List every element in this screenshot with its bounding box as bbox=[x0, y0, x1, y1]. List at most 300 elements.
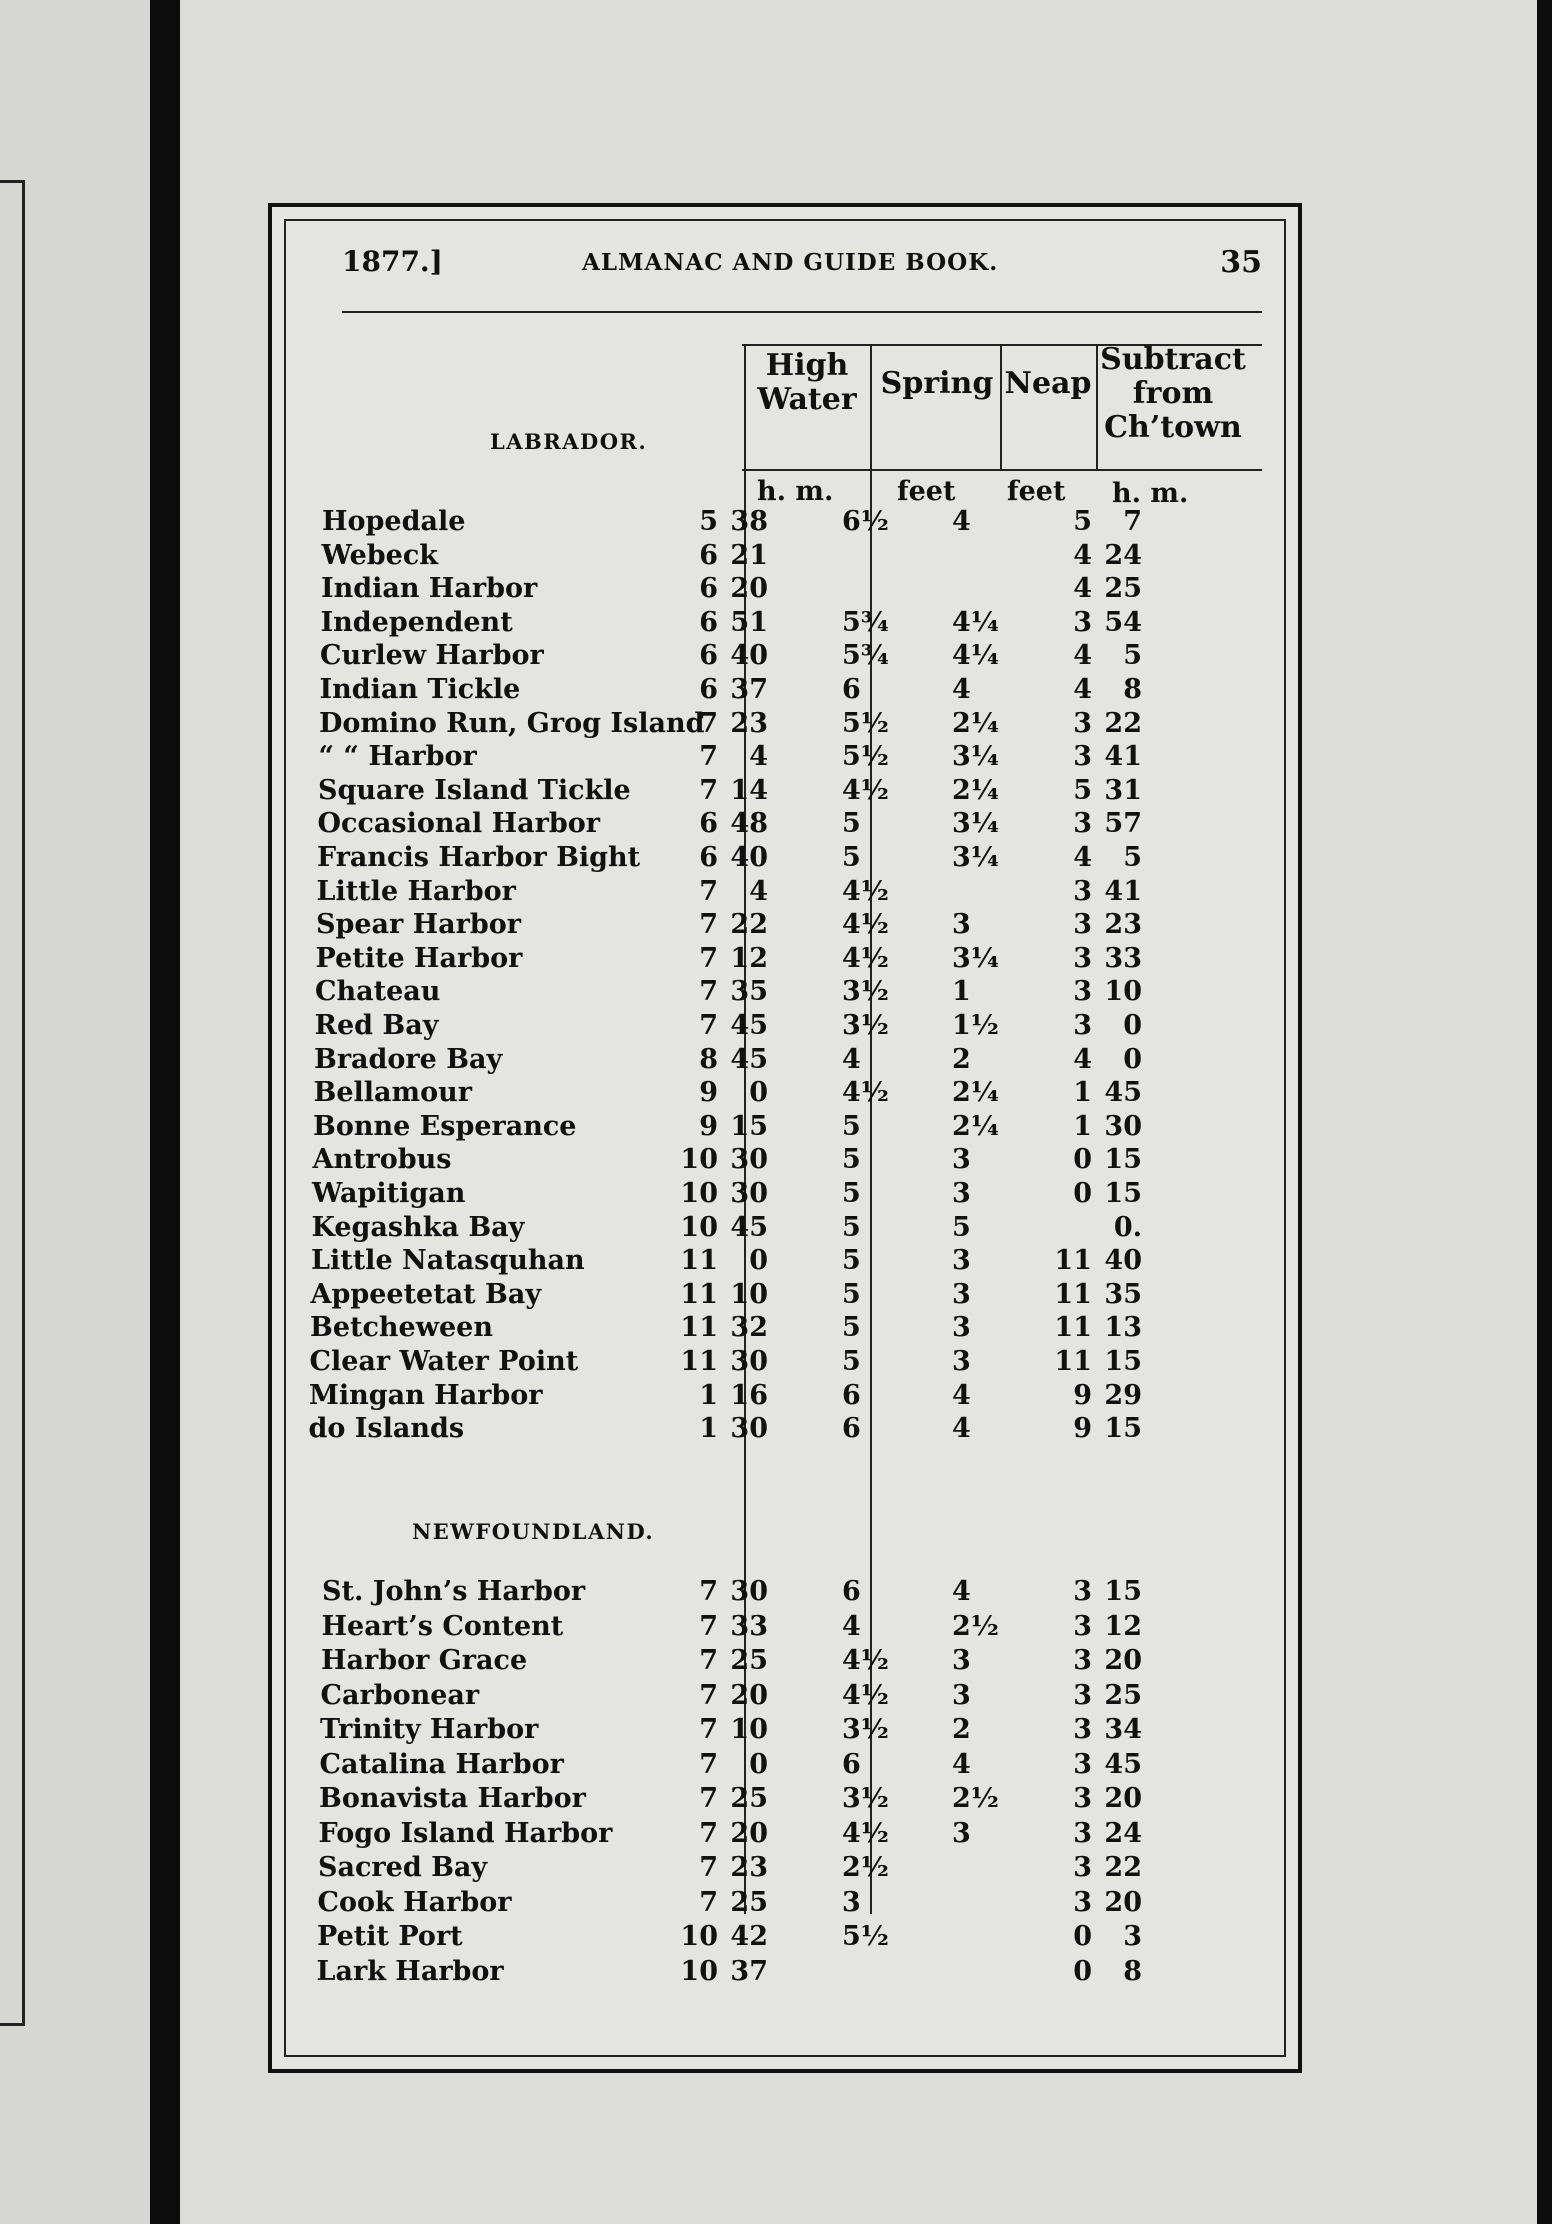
subtract-header bbox=[1098, 343, 1248, 445]
spring-height: 5 bbox=[842, 1245, 861, 1277]
high-water-time bbox=[672, 1076, 787, 1110]
subtract-time bbox=[1032, 807, 1172, 841]
high-water-minutes: 38 bbox=[730, 506, 768, 537]
high-water-time bbox=[672, 1679, 787, 1713]
high-water-hours: 10 bbox=[680, 1921, 718, 1952]
table-row bbox=[272, 875, 1272, 909]
subtract-hours: 3 bbox=[1073, 1852, 1092, 1883]
neap-header: Neap bbox=[1004, 366, 1092, 401]
subtract-hours: 4 bbox=[1073, 842, 1092, 873]
subtract-hours: 1 bbox=[1073, 1077, 1092, 1109]
neap-height: 2¼ bbox=[952, 1077, 999, 1109]
subtract-time bbox=[1032, 572, 1172, 606]
neap-height: 3¼ bbox=[952, 842, 999, 873]
high-water-minutes: 25 bbox=[730, 1645, 768, 1676]
book-gutter bbox=[150, 0, 180, 2224]
subtract-minutes: 25 bbox=[1104, 573, 1142, 605]
port-name: Webeck bbox=[321, 539, 439, 571]
table-row bbox=[272, 639, 1272, 673]
high-water-hours: 7 bbox=[699, 1886, 718, 1918]
high-water-minutes: 48 bbox=[730, 808, 768, 840]
subtract-minutes: 30 bbox=[1104, 1110, 1142, 1142]
subtract-minutes: 31 bbox=[1104, 774, 1142, 806]
high-water-time bbox=[672, 1177, 787, 1211]
neap-height: 1½ bbox=[952, 1010, 999, 1041]
neap-height: 4¼ bbox=[952, 606, 999, 638]
neap-height: 3 bbox=[952, 1178, 971, 1209]
spring-height: 4½ bbox=[842, 1679, 889, 1711]
spring-height: 4½ bbox=[842, 875, 889, 907]
header-rule bbox=[342, 311, 1262, 313]
table-row bbox=[272, 673, 1272, 707]
subtract-minutes: 22 bbox=[1104, 707, 1142, 739]
neap-height: 4 bbox=[952, 674, 971, 705]
table-row bbox=[272, 1782, 1272, 1816]
subtract-hours: 3 bbox=[1073, 909, 1092, 941]
high-water-time bbox=[672, 841, 787, 875]
spring-height: 5 bbox=[842, 1278, 861, 1310]
subtract-hours: 4 bbox=[1073, 539, 1092, 571]
subtract-time bbox=[1032, 1679, 1172, 1713]
subtract-hours: 3 bbox=[1073, 1748, 1092, 1780]
high-water-minutes: 35 bbox=[730, 976, 768, 1008]
high-water-header bbox=[747, 349, 867, 417]
subtract-time bbox=[1032, 908, 1172, 942]
table-row bbox=[272, 774, 1272, 808]
high-water-hours: 7 bbox=[699, 1852, 718, 1883]
high-water-hours: 6 bbox=[699, 640, 718, 672]
subtract-time bbox=[1032, 1412, 1172, 1446]
port-name: Petit Port bbox=[317, 1921, 463, 1952]
subtract-time bbox=[1032, 1644, 1172, 1678]
subtract-hours: 3 bbox=[1073, 942, 1092, 974]
high-water-hours: 10 bbox=[680, 1178, 718, 1209]
spring-height: 4½ bbox=[842, 942, 889, 974]
port-name: Trinity Harbor bbox=[320, 1714, 539, 1745]
high-water-time bbox=[672, 1748, 787, 1782]
port-name: Antrobus bbox=[312, 1144, 452, 1176]
high-water-time bbox=[672, 1412, 787, 1446]
spring-height: 6 bbox=[842, 1379, 861, 1411]
high-water-time bbox=[672, 875, 787, 909]
neap-height: 4¼ bbox=[952, 640, 999, 672]
high-water-hours: 10 bbox=[680, 1211, 718, 1243]
page-number: 35 bbox=[1220, 245, 1262, 280]
table-row bbox=[272, 1575, 1272, 1609]
high-water-minutes: 4 bbox=[749, 741, 768, 773]
subtract-time bbox=[1032, 841, 1172, 875]
port-name: Kegashka Bay bbox=[311, 1211, 525, 1243]
high-water-time bbox=[672, 1610, 787, 1644]
high-water-time bbox=[672, 1244, 787, 1278]
facing-page-border bbox=[0, 180, 25, 2026]
spring-height: 5¾ bbox=[842, 606, 889, 638]
high-water-minutes: 22 bbox=[730, 909, 768, 941]
subtract-minutes: 15 bbox=[1104, 1178, 1142, 1209]
high-water-minutes: 45 bbox=[730, 1043, 768, 1075]
subtract-minutes: 45 bbox=[1104, 1748, 1142, 1780]
table-row bbox=[272, 707, 1272, 741]
port-name: Red Bay bbox=[314, 1010, 439, 1041]
spring-height: 5 bbox=[842, 1211, 861, 1243]
high-water-hours: 7 bbox=[699, 1645, 718, 1676]
table-row bbox=[272, 1644, 1272, 1678]
port-name: Clear Water Point bbox=[309, 1346, 579, 1377]
high-water-hours: 7 bbox=[699, 976, 718, 1008]
high-water-time bbox=[672, 539, 787, 573]
subtract-time bbox=[1032, 1610, 1172, 1644]
neap-height: 5 bbox=[952, 1211, 971, 1243]
subtract-minutes: 20 bbox=[1104, 1886, 1142, 1918]
spring-height: 4½ bbox=[842, 909, 889, 941]
subtract-time bbox=[1032, 1076, 1172, 1110]
subtract-time bbox=[1032, 1713, 1172, 1747]
high-water-minutes: 14 bbox=[730, 774, 768, 806]
high-water-time bbox=[672, 673, 787, 707]
port-name: Bellamour bbox=[313, 1077, 472, 1109]
page-frame bbox=[268, 203, 1302, 2073]
subtract-time bbox=[1032, 942, 1172, 976]
subtract-hours: 0 bbox=[1073, 1921, 1092, 1952]
high-water-minutes: 30 bbox=[730, 1576, 768, 1607]
subtract-hours: 3 bbox=[1073, 1576, 1092, 1607]
high-water-hours: 7 bbox=[699, 1679, 718, 1711]
high-water-minutes: 30 bbox=[730, 1144, 768, 1176]
subtract-time bbox=[1032, 1920, 1172, 1954]
subtract-minutes: 24 bbox=[1104, 539, 1142, 571]
subtract-hours: 3 bbox=[1073, 875, 1092, 907]
subtract-time bbox=[1032, 1955, 1172, 1989]
subtract-minutes: 22 bbox=[1104, 1852, 1142, 1883]
high-water-minutes: 12 bbox=[730, 942, 768, 974]
spring-height: 4 bbox=[842, 1610, 861, 1642]
subtract-time bbox=[1032, 1748, 1172, 1782]
high-water-time bbox=[672, 1575, 787, 1609]
running-header bbox=[342, 245, 1262, 285]
high-water-minutes: 45 bbox=[730, 1211, 768, 1243]
high-water-minutes: 33 bbox=[730, 1610, 768, 1642]
units-neap: feet bbox=[1007, 476, 1066, 507]
high-water-time bbox=[672, 572, 787, 606]
subtract-minutes: 15 bbox=[1104, 1576, 1142, 1607]
subtract-minutes: 3 bbox=[1123, 1921, 1142, 1952]
high-water-minutes: 23 bbox=[730, 1852, 768, 1883]
port-name: Bonne Esperance bbox=[313, 1110, 577, 1142]
high-water-time bbox=[672, 1211, 787, 1245]
table-row bbox=[272, 1817, 1272, 1851]
subtract-time bbox=[1032, 1043, 1172, 1077]
port-name: Fogo Island Harbor bbox=[318, 1817, 613, 1849]
spring-height: 5 bbox=[842, 1144, 861, 1176]
table-row bbox=[272, 539, 1272, 573]
subtract-minutes: 40 bbox=[1104, 1245, 1142, 1277]
spring-height: 6 bbox=[842, 1576, 861, 1607]
subtract-hours: 3 bbox=[1073, 1010, 1092, 1041]
high-water-hours: 6 bbox=[699, 842, 718, 873]
section-title-labrador: LABRADOR. bbox=[490, 429, 648, 454]
port-name: St. John’s Harbor bbox=[322, 1576, 586, 1607]
port-name: do Islands bbox=[308, 1413, 465, 1445]
subtract-minutes: 0. bbox=[1113, 1211, 1142, 1243]
high-water-hours: 9 bbox=[699, 1110, 718, 1142]
table-row bbox=[272, 1412, 1272, 1446]
port-name: Little Harbor bbox=[316, 875, 516, 907]
spring-height: 2½ bbox=[842, 1852, 889, 1883]
high-water-hours: 6 bbox=[699, 606, 718, 638]
high-water-minutes: 16 bbox=[730, 1379, 768, 1411]
spring-height: 3½ bbox=[842, 1010, 889, 1041]
port-name: Curlew Harbor bbox=[320, 640, 544, 672]
high-water-time bbox=[672, 1851, 787, 1885]
high-water-hours: 7 bbox=[699, 1576, 718, 1607]
table-row bbox=[272, 1278, 1272, 1312]
high-water-minutes: 30 bbox=[730, 1346, 768, 1377]
high-water-minutes: 45 bbox=[730, 1010, 768, 1041]
subtract-time bbox=[1032, 673, 1172, 707]
neap-height: 2½ bbox=[952, 1783, 999, 1814]
subtract-header-line1: Subtract bbox=[1100, 342, 1246, 377]
high-water-hours: 11 bbox=[680, 1312, 718, 1344]
high-water-minutes: 32 bbox=[730, 1312, 768, 1344]
table-row bbox=[272, 1143, 1272, 1177]
neap-height: 2 bbox=[952, 1043, 971, 1075]
subtract-minutes: 8 bbox=[1123, 1955, 1142, 1987]
neap-height: 4 bbox=[952, 1576, 971, 1607]
port-name: Heart’s Content bbox=[321, 1610, 564, 1642]
neap-height: 3 bbox=[952, 1245, 971, 1277]
table-row bbox=[272, 807, 1272, 841]
high-water-time bbox=[672, 1143, 787, 1177]
table-row bbox=[272, 1009, 1272, 1043]
subtract-hours: 3 bbox=[1073, 1610, 1092, 1642]
subtract-time bbox=[1032, 1379, 1172, 1413]
high-water-minutes: 15 bbox=[730, 1110, 768, 1142]
high-water-hours: 7 bbox=[699, 875, 718, 907]
table-row bbox=[272, 1851, 1272, 1885]
subtract-hours: 4 bbox=[1073, 674, 1092, 705]
port-name: Catalina Harbor bbox=[319, 1748, 564, 1780]
high-water-time bbox=[672, 505, 787, 539]
neap-height: 3 bbox=[952, 1312, 971, 1344]
units-high-water: h. m. bbox=[757, 476, 834, 507]
port-name: Mingan Harbor bbox=[309, 1379, 543, 1411]
high-water-time bbox=[672, 639, 787, 673]
port-name: Cook Harbor bbox=[317, 1886, 512, 1918]
high-water-time bbox=[672, 942, 787, 976]
high-water-hours: 7 bbox=[699, 741, 718, 773]
table-row bbox=[272, 1177, 1272, 1211]
port-name: Harbor Grace bbox=[321, 1645, 528, 1676]
neap-height: 3 bbox=[952, 1679, 971, 1711]
page bbox=[180, 0, 1537, 2224]
port-name: Occasional Harbor bbox=[317, 808, 600, 840]
subtract-time bbox=[1032, 606, 1172, 640]
table-row bbox=[272, 1211, 1272, 1245]
high-water-minutes: 21 bbox=[730, 539, 768, 571]
high-water-time bbox=[672, 707, 787, 741]
subtract-time bbox=[1032, 1886, 1172, 1920]
port-name: Spear Harbor bbox=[316, 909, 522, 941]
subtract-hours: 3 bbox=[1073, 1714, 1092, 1745]
neap-height: 3¼ bbox=[952, 808, 999, 840]
subtract-hours: 0 bbox=[1073, 1178, 1092, 1209]
subtract-time bbox=[1032, 740, 1172, 774]
high-water-hours: 6 bbox=[699, 539, 718, 571]
high-water-minutes: 23 bbox=[730, 707, 768, 739]
subtract-hours: 11 bbox=[1054, 1312, 1092, 1344]
subtract-minutes: 10 bbox=[1104, 976, 1142, 1008]
high-water-hours: 7 bbox=[699, 909, 718, 941]
high-water-time bbox=[672, 774, 787, 808]
neap-height: 4 bbox=[952, 1748, 971, 1780]
subtract-hours: 11 bbox=[1054, 1346, 1092, 1377]
port-name: Domino Run, Grog Island bbox=[319, 707, 705, 739]
high-water-minutes: 10 bbox=[730, 1278, 768, 1310]
subtract-hours: 3 bbox=[1073, 1645, 1092, 1676]
neap-height: 3 bbox=[952, 909, 971, 941]
neap-height: 2¼ bbox=[952, 1110, 999, 1142]
subtract-minutes: 35 bbox=[1104, 1278, 1142, 1310]
spring-height: 6½ bbox=[842, 506, 889, 537]
header-title: ALMANAC AND GUIDE BOOK. bbox=[582, 249, 999, 276]
table-row bbox=[272, 942, 1272, 976]
high-water-hours: 6 bbox=[699, 573, 718, 605]
subtract-hours: 9 bbox=[1073, 1379, 1092, 1411]
port-name: Appeetetat Bay bbox=[310, 1278, 542, 1310]
table-row bbox=[272, 1955, 1272, 1989]
neap-height: 2 bbox=[952, 1714, 971, 1745]
port-name: Sacred Bay bbox=[318, 1852, 488, 1883]
high-water-time bbox=[672, 1713, 787, 1747]
subtract-hours: 0 bbox=[1073, 1955, 1092, 1987]
high-water-hours: 10 bbox=[680, 1144, 718, 1176]
port-name: Chateau bbox=[315, 976, 441, 1008]
table-row bbox=[272, 1043, 1272, 1077]
high-water-time bbox=[672, 1886, 787, 1920]
high-water-time bbox=[672, 1920, 787, 1954]
subtract-minutes: 15 bbox=[1104, 1413, 1142, 1445]
high-water-minutes: 40 bbox=[730, 640, 768, 672]
table-row bbox=[272, 572, 1272, 606]
subtract-header-line2: from bbox=[1132, 376, 1214, 411]
high-water-minutes: 4 bbox=[749, 875, 768, 907]
subtract-minutes: 34 bbox=[1104, 1714, 1142, 1745]
spring-height: 3½ bbox=[842, 1714, 889, 1745]
neap-height: 2¼ bbox=[952, 707, 999, 739]
high-water-hours: 11 bbox=[680, 1245, 718, 1277]
spring-height: 4½ bbox=[842, 1077, 889, 1109]
port-name: Bonavista Harbor bbox=[319, 1783, 586, 1814]
rule-neap-subtract bbox=[1096, 344, 1098, 469]
high-water-hours: 9 bbox=[699, 1077, 718, 1109]
spring-height: 3 bbox=[842, 1886, 861, 1918]
subtract-minutes: 29 bbox=[1104, 1379, 1142, 1411]
high-water-minutes: 20 bbox=[730, 1817, 768, 1849]
subtract-minutes: 8 bbox=[1123, 674, 1142, 705]
subtract-time bbox=[1032, 505, 1172, 539]
high-water-minutes: 20 bbox=[730, 573, 768, 605]
units-subtract: h. m. bbox=[1112, 478, 1189, 509]
subtract-time bbox=[1032, 1311, 1172, 1345]
header-year: 1877.] bbox=[342, 245, 443, 278]
high-water-hours: 1 bbox=[699, 1379, 718, 1411]
high-water-time bbox=[672, 1278, 787, 1312]
spring-height: 5½ bbox=[842, 707, 889, 739]
table-row bbox=[272, 1610, 1272, 1644]
high-water-hours: 7 bbox=[699, 1610, 718, 1642]
spring-height: 6 bbox=[842, 1413, 861, 1445]
column-head-bottom-rule bbox=[742, 469, 1262, 471]
subtract-hours: 4 bbox=[1073, 1043, 1092, 1075]
subtract-time bbox=[1032, 1177, 1172, 1211]
subtract-hours: 0 bbox=[1073, 1144, 1092, 1176]
subtract-minutes: 13 bbox=[1104, 1312, 1142, 1344]
port-name: Indian Tickle bbox=[319, 674, 521, 705]
subtract-time bbox=[1032, 1009, 1172, 1043]
high-water-minutes: 40 bbox=[730, 842, 768, 873]
table-row bbox=[272, 1713, 1272, 1747]
subtract-minutes: 5 bbox=[1123, 640, 1142, 672]
subtract-time bbox=[1032, 707, 1172, 741]
spring-height: 5 bbox=[842, 808, 861, 840]
table-row bbox=[272, 1679, 1272, 1713]
high-water-minutes: 30 bbox=[730, 1178, 768, 1209]
high-water-minutes: 30 bbox=[730, 1413, 768, 1445]
spring-height: 5¾ bbox=[842, 640, 889, 672]
high-water-hours: 6 bbox=[699, 674, 718, 705]
subtract-minutes: 12 bbox=[1104, 1610, 1142, 1642]
subtract-minutes: 41 bbox=[1104, 875, 1142, 907]
subtract-hours: 4 bbox=[1073, 573, 1092, 605]
subtract-minutes: 20 bbox=[1104, 1645, 1142, 1676]
spring-height: 6 bbox=[842, 674, 861, 705]
subtract-hours: 3 bbox=[1073, 741, 1092, 773]
subtract-minutes: 33 bbox=[1104, 942, 1142, 974]
spring-height: 6 bbox=[842, 1748, 861, 1780]
port-name: Wapitigan bbox=[312, 1178, 466, 1209]
subtract-time bbox=[1032, 975, 1172, 1009]
table-row bbox=[272, 1748, 1272, 1782]
neap-height: 3 bbox=[952, 1346, 971, 1377]
table-row bbox=[272, 1311, 1272, 1345]
table-row bbox=[272, 1345, 1272, 1379]
high-water-hours: 10 bbox=[680, 1955, 718, 1987]
subtract-header-line3: Ch’town bbox=[1104, 410, 1242, 445]
subtract-minutes: 23 bbox=[1104, 909, 1142, 941]
port-name: Petite Harbor bbox=[315, 942, 523, 974]
port-name: Little Natasquhan bbox=[311, 1245, 585, 1277]
subtract-time bbox=[1032, 1244, 1172, 1278]
high-water-time bbox=[672, 1043, 787, 1077]
neap-height: 3 bbox=[952, 1817, 971, 1849]
port-name: Square Island Tickle bbox=[318, 774, 631, 806]
port-name: Indian Harbor bbox=[321, 573, 538, 605]
port-name: Hopedale bbox=[322, 506, 466, 537]
spring-height: 5½ bbox=[842, 741, 889, 773]
neap-height: 3 bbox=[952, 1144, 971, 1176]
neap-height: 3 bbox=[952, 1645, 971, 1676]
subtract-time bbox=[1032, 1575, 1172, 1609]
neap-height: 4 bbox=[952, 506, 971, 537]
port-name: Lark Harbor bbox=[316, 1955, 504, 1987]
high-water-header-line1: High bbox=[765, 348, 849, 383]
subtract-hours: 1 bbox=[1073, 1110, 1092, 1142]
spring-height: 5½ bbox=[842, 1921, 889, 1952]
subtract-hours: 3 bbox=[1073, 1679, 1092, 1711]
subtract-hours: 3 bbox=[1073, 707, 1092, 739]
subtract-minutes: 57 bbox=[1104, 808, 1142, 840]
high-water-time bbox=[672, 807, 787, 841]
